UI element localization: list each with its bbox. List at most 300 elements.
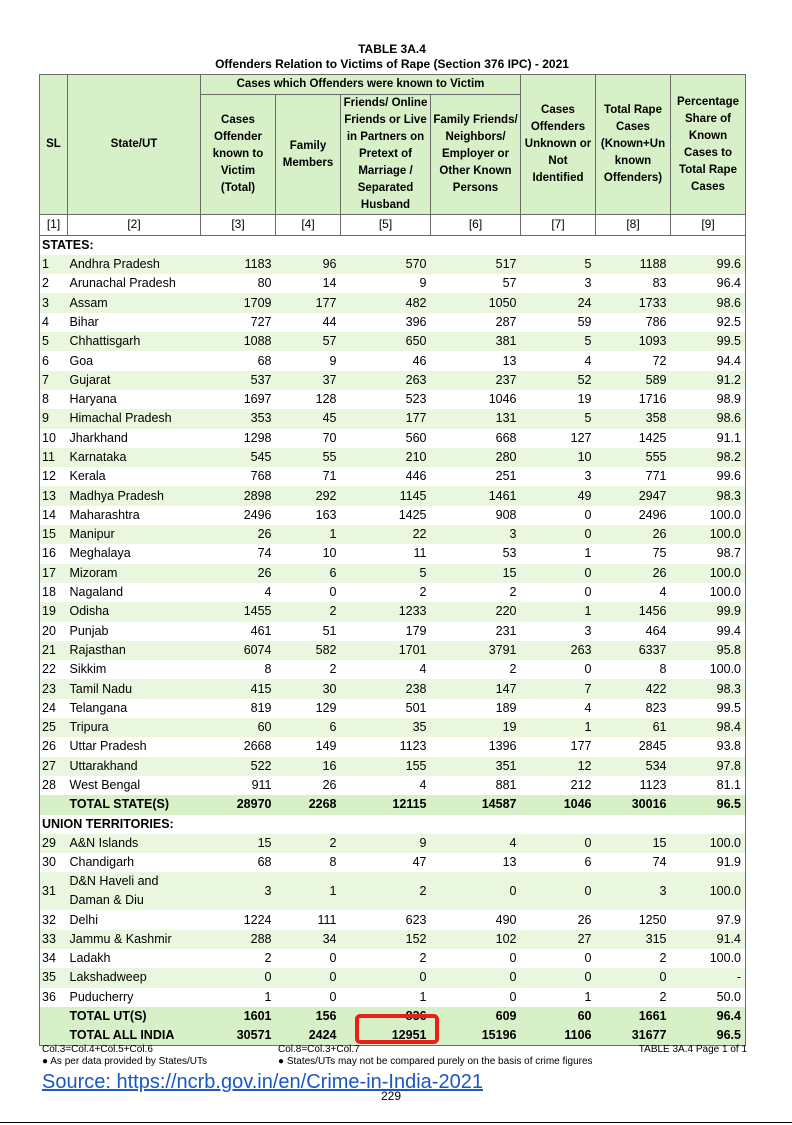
cell-friends: 482 xyxy=(341,293,431,312)
total-states-row-label: TOTAL STATE(S) xyxy=(68,795,201,814)
cell-family: 55 xyxy=(276,448,341,467)
cell-known-total: 415 xyxy=(201,679,276,698)
cell-percentage: 91.9 xyxy=(671,853,746,872)
cell-sl: 31 xyxy=(40,872,68,910)
cell-sl: 28 xyxy=(40,776,68,795)
cell-other-known: 668 xyxy=(431,429,521,448)
table-id: TABLE 3A.4 xyxy=(358,42,426,56)
cell-total: 8 xyxy=(596,660,671,679)
table-row xyxy=(40,679,746,698)
cell-sl: 14 xyxy=(40,506,68,525)
total-states-row-blank xyxy=(40,795,68,814)
cell-family: 34 xyxy=(276,930,341,949)
cell-state: Haryana xyxy=(68,390,201,409)
cell-sl: 21 xyxy=(40,641,68,660)
cell-sl: 16 xyxy=(40,544,68,563)
cell-known-total: 0 xyxy=(201,968,276,987)
cell-percentage: 100.0 xyxy=(671,525,746,544)
cell-friends: 5 xyxy=(341,564,431,583)
header-sl: SL xyxy=(40,75,68,215)
cell-unknown: 0 xyxy=(521,660,596,679)
table-title: Offenders Relation to Victims of Rape (Section 376 IPC) - 2021 xyxy=(215,57,569,71)
cell-other-known: 0 xyxy=(431,949,521,968)
table-notes xyxy=(42,1044,747,1068)
cell-other-known: 231 xyxy=(431,622,521,641)
cell-family: 128 xyxy=(276,390,341,409)
cell-total: 1733 xyxy=(596,293,671,312)
table-row xyxy=(40,506,746,525)
cell-unknown: 3 xyxy=(521,274,596,293)
cell-family: 57 xyxy=(276,332,341,351)
cell-percentage: 91.2 xyxy=(671,371,746,390)
cell-percentage: 91.1 xyxy=(671,429,746,448)
cell-sl: 19 xyxy=(40,602,68,621)
cell-state: Delhi xyxy=(68,910,201,929)
cell-other-known: 237 xyxy=(431,371,521,390)
cell-total: 464 xyxy=(596,622,671,641)
table-row xyxy=(40,910,746,929)
cell-total: 26 xyxy=(596,525,671,544)
cell-sl: 18 xyxy=(40,583,68,602)
cell-known-total: 8 xyxy=(201,660,276,679)
total-states-row-total: 30016 xyxy=(596,795,671,814)
cell-friends: 35 xyxy=(341,718,431,737)
cell-sl: 9 xyxy=(40,409,68,428)
ut-section-label: UNION TERRITORIES: xyxy=(40,815,746,834)
cell-percentage: 92.5 xyxy=(671,313,746,332)
colnum-9: [9] xyxy=(671,215,746,235)
cell-percentage: 91.4 xyxy=(671,930,746,949)
cell-sl: 27 xyxy=(40,757,68,776)
cell-friends: 179 xyxy=(341,622,431,641)
cell-known-total: 288 xyxy=(201,930,276,949)
cell-total: 4 xyxy=(596,583,671,602)
colnum-5: [5] xyxy=(341,215,431,235)
cell-friends: 1233 xyxy=(341,602,431,621)
cell-percentage: 99.5 xyxy=(671,699,746,718)
cell-known-total: 4 xyxy=(201,583,276,602)
cell-friends: 4 xyxy=(341,660,431,679)
cell-other-known: 251 xyxy=(431,467,521,486)
states-section xyxy=(40,235,746,255)
cell-known-total: 819 xyxy=(201,699,276,718)
cell-friends: 263 xyxy=(341,371,431,390)
cell-family: 2 xyxy=(276,834,341,853)
header-col7: Cases Offenders Unknown or Not Identified xyxy=(521,75,596,215)
total-uts-row-friends: 836 xyxy=(341,1007,431,1026)
cell-unknown: 4 xyxy=(521,351,596,370)
cell-known-total: 1 xyxy=(201,988,276,1007)
cell-unknown: 27 xyxy=(521,930,596,949)
cell-total: 2496 xyxy=(596,506,671,525)
cell-known-total: 1709 xyxy=(201,293,276,312)
total-uts-row-family: 156 xyxy=(276,1007,341,1026)
table-row xyxy=(40,699,746,718)
cell-percentage: 100.0 xyxy=(671,949,746,968)
cell-percentage: 98.2 xyxy=(671,448,746,467)
total-states-row-percentage: 96.5 xyxy=(671,795,746,814)
cell-unknown: 0 xyxy=(521,834,596,853)
cell-unknown: 1 xyxy=(521,988,596,1007)
cell-other-known: 1461 xyxy=(431,486,521,505)
cell-other-known: 1396 xyxy=(431,737,521,756)
cell-family: 2 xyxy=(276,660,341,679)
cell-unknown: 0 xyxy=(521,525,596,544)
cell-unknown: 263 xyxy=(521,641,596,660)
cell-sl: 24 xyxy=(40,699,68,718)
cell-family: 111 xyxy=(276,910,341,929)
cell-family: 1 xyxy=(276,872,341,910)
cell-other-known: 1046 xyxy=(431,390,521,409)
cell-friends: 570 xyxy=(341,255,431,274)
cell-state: A&N Islands xyxy=(68,834,201,853)
cell-known-total: 26 xyxy=(201,525,276,544)
formula-note-2: Col.8=Col.3+Col.7 xyxy=(278,1044,360,1055)
cell-sl: 12 xyxy=(40,467,68,486)
data-table xyxy=(39,74,746,1046)
cell-sl: 26 xyxy=(40,737,68,756)
cell-family: 30 xyxy=(276,679,341,698)
cell-other-known: 280 xyxy=(431,448,521,467)
note-1: ● As per data provided by States/UTs xyxy=(42,1056,208,1067)
cell-family: 8 xyxy=(276,853,341,872)
cell-sl: 7 xyxy=(40,371,68,390)
report-page xyxy=(39,42,745,1046)
cell-known-total: 522 xyxy=(201,757,276,776)
cell-total: 555 xyxy=(596,448,671,467)
cell-other-known: 2 xyxy=(431,660,521,679)
cell-sl: 4 xyxy=(40,313,68,332)
cell-percentage: 97.9 xyxy=(671,910,746,929)
cell-friends: 1 xyxy=(341,988,431,1007)
cell-total: 534 xyxy=(596,757,671,776)
cell-other-known: 381 xyxy=(431,332,521,351)
cell-known-total: 727 xyxy=(201,313,276,332)
cell-total: 2845 xyxy=(596,737,671,756)
cell-family: 70 xyxy=(276,429,341,448)
table-row xyxy=(40,622,746,641)
cell-unknown: 0 xyxy=(521,872,596,910)
cell-state: Kerala xyxy=(68,467,201,486)
table-row xyxy=(40,757,746,776)
source-link[interactable]: Source: https://ncrb.gov.in/en/Crime-in-India-2021 xyxy=(42,1071,483,1093)
cell-unknown: 1 xyxy=(521,718,596,737)
table-row xyxy=(40,409,746,428)
cell-percentage: 99.5 xyxy=(671,332,746,351)
cell-state: D&N Haveli and Daman & Diu xyxy=(68,872,201,910)
header-col8: Total Rape Cases (Known+Un known Offenders) xyxy=(596,75,671,215)
cell-unknown: 5 xyxy=(521,255,596,274)
cell-friends: 177 xyxy=(341,409,431,428)
cell-sl: 32 xyxy=(40,910,68,929)
cell-other-known: 287 xyxy=(431,313,521,332)
cell-percentage: 100.0 xyxy=(671,660,746,679)
cell-state: Sikkim xyxy=(68,660,201,679)
cell-other-known: 3 xyxy=(431,525,521,544)
table-row xyxy=(40,351,746,370)
cell-other-known: 517 xyxy=(431,255,521,274)
cell-percentage: 95.8 xyxy=(671,641,746,660)
cell-known-total: 1224 xyxy=(201,910,276,929)
cell-state: Arunachal Pradesh xyxy=(68,274,201,293)
column-number-row xyxy=(40,215,746,235)
cell-total: 422 xyxy=(596,679,671,698)
cell-known-total: 68 xyxy=(201,351,276,370)
states-section-label: STATES: xyxy=(40,235,746,255)
table-row xyxy=(40,853,746,872)
table-row xyxy=(40,718,746,737)
cell-unknown: 5 xyxy=(521,332,596,351)
cell-sl: 6 xyxy=(40,351,68,370)
cell-sl: 10 xyxy=(40,429,68,448)
cell-sl: 35 xyxy=(40,968,68,987)
cell-total: 315 xyxy=(596,930,671,949)
cell-percentage: 100.0 xyxy=(671,583,746,602)
cell-unknown: 0 xyxy=(521,564,596,583)
cell-percentage: 100.0 xyxy=(671,872,746,910)
cell-other-known: 3791 xyxy=(431,641,521,660)
highlight-box xyxy=(355,1014,439,1044)
cell-friends: 1425 xyxy=(341,506,431,525)
cell-friends: 152 xyxy=(341,930,431,949)
cell-total: 771 xyxy=(596,467,671,486)
cell-friends: 238 xyxy=(341,679,431,698)
cell-state: Rajasthan xyxy=(68,641,201,660)
cell-known-total: 353 xyxy=(201,409,276,428)
cell-unknown: 0 xyxy=(521,583,596,602)
cell-known-total: 768 xyxy=(201,467,276,486)
cell-known-total: 68 xyxy=(201,853,276,872)
cell-other-known: 189 xyxy=(431,699,521,718)
table-body xyxy=(40,235,746,1046)
cell-state: Tripura xyxy=(68,718,201,737)
cell-total: 6337 xyxy=(596,641,671,660)
cell-friends: 1701 xyxy=(341,641,431,660)
cell-percentage: 98.4 xyxy=(671,718,746,737)
total-states-row-other-known: 14587 xyxy=(431,795,521,814)
cell-sl: 36 xyxy=(40,988,68,1007)
cell-state: Jammu & Kashmir xyxy=(68,930,201,949)
table-row xyxy=(40,429,746,448)
cell-known-total: 80 xyxy=(201,274,276,293)
table-row xyxy=(40,660,746,679)
table-row xyxy=(40,968,746,987)
table-row xyxy=(40,544,746,563)
total-india-row-friends: 12951 xyxy=(341,1026,431,1046)
total-india-row-blank xyxy=(40,1026,68,1046)
cell-other-known: 1050 xyxy=(431,293,521,312)
total-india-row-other-known: 15196 xyxy=(431,1026,521,1046)
cell-state: Goa xyxy=(68,351,201,370)
cell-unknown: 0 xyxy=(521,968,596,987)
cell-state: Ladakh xyxy=(68,949,201,968)
colnum-7: [7] xyxy=(521,215,596,235)
cell-known-total: 2898 xyxy=(201,486,276,505)
cell-other-known: 908 xyxy=(431,506,521,525)
cell-state: Madhya Pradesh xyxy=(68,486,201,505)
cell-unknown: 0 xyxy=(521,506,596,525)
cell-family: 26 xyxy=(276,776,341,795)
cell-friends: 155 xyxy=(341,757,431,776)
cell-known-total: 1455 xyxy=(201,602,276,621)
table-row xyxy=(40,988,746,1007)
cell-percentage: - xyxy=(671,968,746,987)
cell-friends: 0 xyxy=(341,968,431,987)
cell-total: 589 xyxy=(596,371,671,390)
cell-percentage: 98.3 xyxy=(671,679,746,698)
bottom-divider xyxy=(0,1122,792,1123)
cell-unknown: 0 xyxy=(521,949,596,968)
cell-sl: 15 xyxy=(40,525,68,544)
cell-sl: 8 xyxy=(40,390,68,409)
cell-percentage: 94.4 xyxy=(671,351,746,370)
colnum-4: [4] xyxy=(276,215,341,235)
cell-sl: 20 xyxy=(40,622,68,641)
total-india-row-unknown: 1106 xyxy=(521,1026,596,1046)
cell-family: 45 xyxy=(276,409,341,428)
cell-sl: 11 xyxy=(40,448,68,467)
total-uts-row-total: 1661 xyxy=(596,1007,671,1026)
cell-state: Chhattisgarh xyxy=(68,332,201,351)
cell-sl: 5 xyxy=(40,332,68,351)
cell-total: 0 xyxy=(596,968,671,987)
cell-state: Himachal Pradesh xyxy=(68,409,201,428)
cell-family: 1 xyxy=(276,525,341,544)
total-states-row-friends: 12115 xyxy=(341,795,431,814)
cell-friends: 11 xyxy=(341,544,431,563)
cell-percentage: 100.0 xyxy=(671,564,746,583)
cell-family: 0 xyxy=(276,583,341,602)
cell-unknown: 6 xyxy=(521,853,596,872)
cell-other-known: 102 xyxy=(431,930,521,949)
cell-friends: 396 xyxy=(341,313,431,332)
total-india-row-label: TOTAL ALL INDIA xyxy=(68,1026,201,1046)
cell-other-known: 57 xyxy=(431,274,521,293)
cell-percentage: 99.6 xyxy=(671,255,746,274)
cell-total: 1456 xyxy=(596,602,671,621)
cell-total: 15 xyxy=(596,834,671,853)
cell-sl: 30 xyxy=(40,853,68,872)
cell-unknown: 19 xyxy=(521,390,596,409)
colnum-3: [3] xyxy=(201,215,276,235)
cell-state: Lakshadweep xyxy=(68,968,201,987)
header-col5: Friends/ Online Friends or Live in Partners on Pretext of Marriage / Separated Husband xyxy=(341,95,431,215)
header-col3: Cases Offender known to Victim (Total) xyxy=(201,95,276,215)
cell-total: 75 xyxy=(596,544,671,563)
cell-state: Chandigarh xyxy=(68,853,201,872)
total-states-row-family: 2268 xyxy=(276,795,341,814)
cell-family: 96 xyxy=(276,255,341,274)
cell-family: 6 xyxy=(276,564,341,583)
cell-known-total: 461 xyxy=(201,622,276,641)
cell-sl: 3 xyxy=(40,293,68,312)
cell-known-total: 1697 xyxy=(201,390,276,409)
cell-state: West Bengal xyxy=(68,776,201,795)
cell-percentage: 81.1 xyxy=(671,776,746,795)
cell-known-total: 2 xyxy=(201,949,276,968)
cell-sl: 2 xyxy=(40,274,68,293)
cell-state: Punjab xyxy=(68,622,201,641)
cell-total: 83 xyxy=(596,274,671,293)
cell-friends: 560 xyxy=(341,429,431,448)
cell-percentage: 98.6 xyxy=(671,409,746,428)
total-uts-row-other-known: 609 xyxy=(431,1007,521,1026)
total-india-row-percentage: 96.5 xyxy=(671,1026,746,1046)
total-india-row-total: 31677 xyxy=(596,1026,671,1046)
cell-family: 582 xyxy=(276,641,341,660)
cell-known-total: 1298 xyxy=(201,429,276,448)
cell-total: 2 xyxy=(596,988,671,1007)
cell-sl: 13 xyxy=(40,486,68,505)
total-states-row-known-total: 28970 xyxy=(201,795,276,814)
cell-percentage: 97.8 xyxy=(671,757,746,776)
cell-family: 129 xyxy=(276,699,341,718)
cell-total: 1123 xyxy=(596,776,671,795)
cell-other-known: 15 xyxy=(431,564,521,583)
cell-unknown: 26 xyxy=(521,910,596,929)
cell-family: 0 xyxy=(276,949,341,968)
cell-other-known: 220 xyxy=(431,602,521,621)
cell-total: 74 xyxy=(596,853,671,872)
cell-sl: 33 xyxy=(40,930,68,949)
total-states-row-unknown: 1046 xyxy=(521,795,596,814)
cell-known-total: 74 xyxy=(201,544,276,563)
cell-unknown: 1 xyxy=(521,544,596,563)
cell-unknown: 4 xyxy=(521,699,596,718)
cell-other-known: 0 xyxy=(431,968,521,987)
cell-other-known: 147 xyxy=(431,679,521,698)
cell-other-known: 0 xyxy=(431,872,521,910)
cell-known-total: 15 xyxy=(201,834,276,853)
cell-other-known: 351 xyxy=(431,757,521,776)
cell-state: Manipur xyxy=(68,525,201,544)
colnum-6: [6] xyxy=(431,215,521,235)
table-row xyxy=(40,313,746,332)
cell-friends: 2 xyxy=(341,583,431,602)
table-row xyxy=(40,371,746,390)
cell-known-total: 3 xyxy=(201,872,276,910)
cell-total: 2 xyxy=(596,949,671,968)
cell-state: Karnataka xyxy=(68,448,201,467)
table-row xyxy=(40,525,746,544)
page-number: 229 xyxy=(381,1089,402,1103)
table-row xyxy=(40,274,746,293)
total-uts-row-percentage: 96.4 xyxy=(671,1007,746,1026)
cell-unknown: 177 xyxy=(521,737,596,756)
cell-unknown: 5 xyxy=(521,409,596,428)
cell-other-known: 13 xyxy=(431,853,521,872)
cell-known-total: 537 xyxy=(201,371,276,390)
cell-unknown: 212 xyxy=(521,776,596,795)
cell-percentage: 50.0 xyxy=(671,988,746,1007)
cell-percentage: 98.6 xyxy=(671,293,746,312)
cell-other-known: 4 xyxy=(431,834,521,853)
table-row xyxy=(40,293,746,312)
table-row xyxy=(40,641,746,660)
table-row xyxy=(40,332,746,351)
table-row xyxy=(40,872,746,910)
cell-percentage: 96.4 xyxy=(671,274,746,293)
cell-total: 1425 xyxy=(596,429,671,448)
cell-known-total: 1088 xyxy=(201,332,276,351)
cell-friends: 2 xyxy=(341,949,431,968)
cell-sl: 23 xyxy=(40,679,68,698)
cell-percentage: 98.7 xyxy=(671,544,746,563)
cell-friends: 523 xyxy=(341,390,431,409)
cell-family: 44 xyxy=(276,313,341,332)
total-uts-row-known-total: 1601 xyxy=(201,1007,276,1026)
cell-known-total: 2668 xyxy=(201,737,276,756)
